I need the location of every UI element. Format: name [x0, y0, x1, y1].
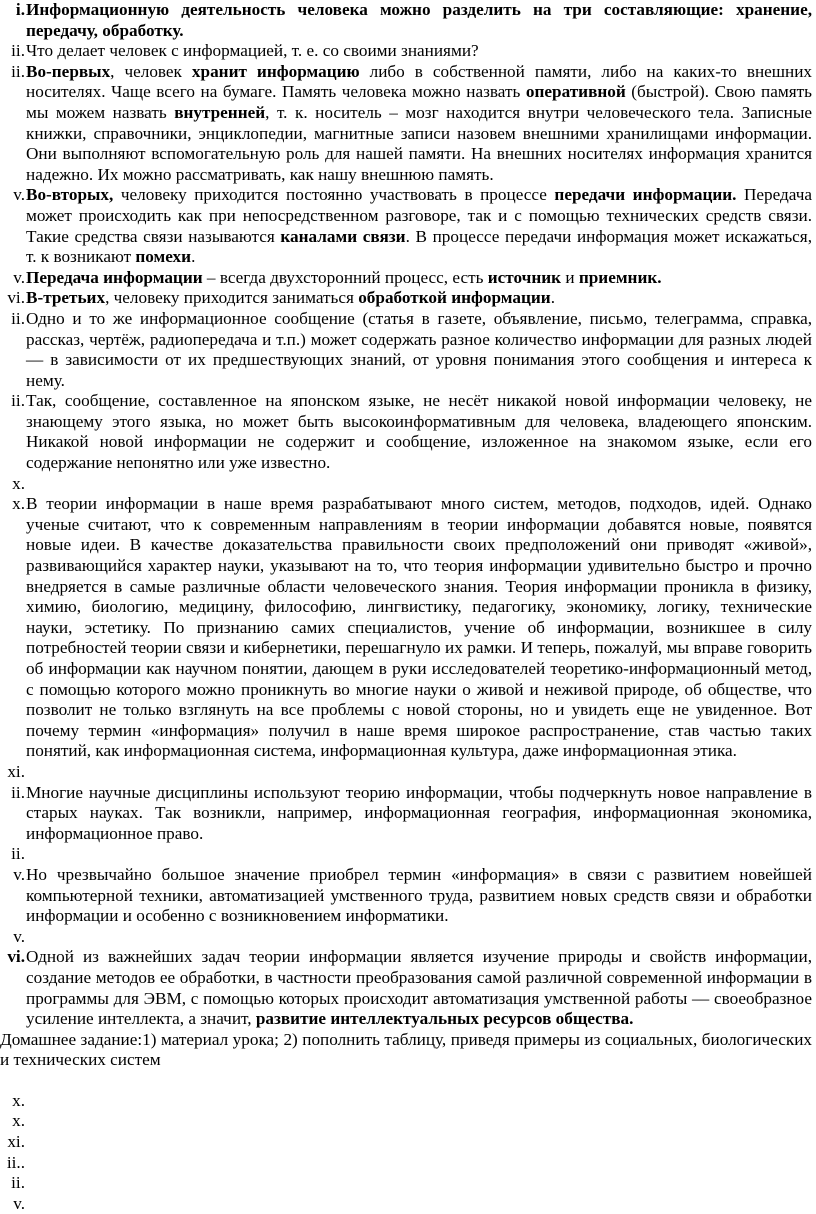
list-item-number: xi.	[7, 1132, 25, 1152]
text: .	[550, 288, 555, 308]
bold-text: оперативной	[525, 82, 626, 102]
text: Что делает человек с информацией, т. е. со своими знаниями?	[26, 41, 479, 61]
bold-text: Информационную деятельность человека можно разделить на три составляющие: хранение, передачу, обработку.	[26, 0, 812, 40]
list-item-number: x.	[12, 473, 25, 493]
bold-text: приемник.	[578, 267, 662, 287]
list-item-number: ii.	[11, 782, 25, 802]
text: – всегда двухсторонний процесс, есть	[202, 267, 488, 287]
list-item-number: i.	[15, 0, 25, 19]
text: , человек	[110, 61, 192, 81]
list-item	[0, 494, 816, 762]
list-item-number: ii.	[11, 391, 25, 411]
text: человеку приходится постоянно участвовать в процессе	[113, 185, 555, 205]
homework-text: 1) материал урока; 2) пополнить таблицу, приведя примеры из социальных, биологических и технических систем	[0, 1029, 812, 1070]
list-item	[0, 844, 816, 865]
list-item	[0, 268, 816, 289]
bold-text: Во-вторых,	[26, 185, 114, 205]
bold-text: внутренней	[174, 102, 266, 122]
bold-text: В-третьих	[26, 288, 106, 308]
text: .	[191, 247, 196, 267]
text: . В процессе передачи информация может искажаться, т. к возникают	[26, 226, 812, 267]
text: Одной из важнейших задач теории информации является изучение природы и свойств информации, создание методов ее обработки, в частности преобразования самой различной современной информации в программы для ЭВМ, с помощью которых происходит автоматизация умственной работы — своеобразное усиление интеллекта, а значит,	[26, 947, 812, 1029]
bold-text: обработкой информации	[358, 288, 551, 308]
list-item-number: vi.	[7, 947, 25, 967]
text: Передача может происходить как при непосредственном разговоре, так и с помощью технических средств связи. Такие средства связи называются	[26, 185, 813, 246]
homework-paragraph	[0, 1030, 816, 1071]
text: Так, сообщение, составленное на японском языке, не несёт никакой новой информации человеку, не знающему этого языка, но может быть высокоинформативным для человека, владеющего японским. Никакой новой информации не содержит и сообщение, изложенное на знакомом языке, если его содержание непонятно или уже известно.	[26, 391, 812, 473]
spacer	[0, 1071, 816, 1091]
list-item	[0, 391, 816, 473]
bold-text: помехи	[135, 247, 192, 267]
empty-list-item	[0, 1111, 816, 1132]
list-item-number: v.	[13, 185, 25, 205]
list-item-number: ii.	[11, 844, 25, 864]
empty-list-item	[0, 1153, 816, 1174]
text: Одно и то же информационное сообщение (статья в газете, объявление, письмо, телеграмма, справка, рассказ, чертёж, радиопередача и т.п.) может содержать разное количество информации для разных людей — в зависимости от их предшествующих знаний, от уровня понимания этого сообщения и интереса к нему.	[26, 308, 812, 390]
list-item	[0, 474, 816, 495]
bold-text: источник	[487, 267, 562, 287]
list-item-number: v.	[13, 864, 25, 884]
list-item	[0, 62, 816, 186]
empty-list-item	[0, 1091, 816, 1112]
list-item-number: ii.	[11, 41, 25, 61]
list-item-number: v.	[13, 926, 25, 946]
text: , т. к. носитель – мозг находится внутри человеческого тела. Записные книжки, справочники, энциклопедии, магнитные записи назовем внешними хранилищами информации. Они выполняют вспомогательную роль для нашей памяти. На внешних носителях информация хранится надежно. Их можно рассматривать, как нашу внешнюю память.	[26, 102, 812, 184]
empty-list-item	[0, 1173, 816, 1194]
list-item	[0, 309, 816, 391]
list-item-number: ii..	[6, 1152, 25, 1172]
list-item-number: x.	[12, 1090, 25, 1110]
list-item	[0, 947, 816, 1029]
list-item	[0, 927, 816, 948]
list-item-number: v.	[13, 267, 25, 287]
bold-text: передачи информации.	[554, 185, 737, 205]
list-item-number: xi.	[7, 761, 25, 781]
bold-text: Во-первых	[26, 61, 111, 81]
text: Но чрезвычайно большое значение приобрел термин «информация» в связи с развитием новейшей компьютерной техники, автоматизацией умственного труда, развитием новых средств связи и обработки информации и особенно с возникновением информатики.	[26, 864, 812, 926]
list-item-number: ii.	[11, 61, 25, 81]
text: В теории информации в наше время разрабатывают много систем, методов, подходов, идей. Однако ученые считают, что к современным направлениям в теории информации добавятся новые, появятся новые идеи. В качестве доказательства правильности своих предположений они приводят «живой», развивающийся характер науки, указывают на то, что теория информации удивительно быстро и прочно внедряется в самые различные области человеческого знания. Теория информации проникла в физику, химию, биологию, медицину, философию, лингвистику, педагогику, экономику, логику, технические науки, эстетику. По признанию самих специалистов, учение об информации, возникшее в силу потребностей теории связи и кибернетики, перешагнуло их рамки. И теперь, пожалуй, мы вправе говорить об информации как научном понятии, дающем в руки исследователей теоретико-информационный метод, с помощью которого можно проникнуть во многие науки о живой и неживой природе, об обществе, что позволит не только взглянуть на все проблемы с новой стороны, но и увидеть еще не увиденное. Вот почему термин «информация» получил в наше время широкое распространение, став частью таких понятий, как информационная система, информационная культура, даже информационная этика.	[26, 494, 812, 761]
list-item-number: x.	[12, 1111, 25, 1131]
list-item	[0, 0, 816, 41]
text: либо в собственной памяти, либо на каких-то внешних носителях. Чаще всего на бумаге. Память человека можно назвать	[26, 61, 813, 102]
list-item	[0, 41, 816, 62]
list-item-number: ii.	[11, 308, 25, 328]
text: , человеку приходится заниматься	[105, 288, 359, 308]
homework-label: Домашнее задание:	[0, 1029, 143, 1049]
empty-list-item	[0, 1132, 816, 1153]
list-item-number: vi.	[7, 288, 25, 308]
trailing-numbers-list	[0, 1091, 816, 1214]
list-item-number: ii.	[11, 1173, 25, 1193]
list-item	[0, 288, 816, 309]
list-item	[0, 783, 816, 845]
text: Многие научные дисциплины используют теорию информации, чтобы подчеркнуть новое направление в старых науках. Так возникли, например, информационная география, информационная экономика, информационное право.	[26, 782, 812, 843]
list-item-number: v.	[13, 1193, 25, 1213]
list-item	[0, 865, 816, 927]
bold-text: каналами связи	[280, 226, 406, 246]
list-item	[0, 185, 816, 267]
bold-text: Передача информации	[26, 267, 203, 287]
text: и	[561, 267, 579, 287]
text: (быстрой). Свою память мы можем назвать	[26, 82, 812, 122]
list-item-number: x.	[12, 494, 25, 514]
bold-text: хранит информацию	[191, 61, 360, 81]
empty-list-item	[0, 1194, 816, 1214]
list-item	[0, 762, 816, 783]
bold-text: развитие интеллектуальных ресурсов общества.	[255, 1009, 634, 1029]
